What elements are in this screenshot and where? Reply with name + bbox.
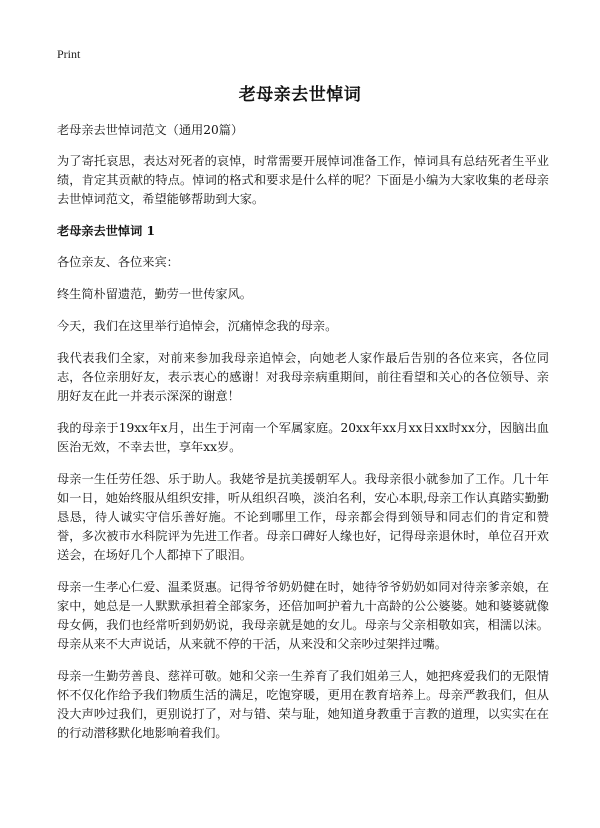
intro-paragraph: 为了寄托哀思，表达对死者的哀悼，时常需要开展悼词准备工作，悼词具有总结死者生平业绩，肯定其贡献的特点。悼词的格式和要求是什么样的呢？下面是小编为大家收集的老母亲去世悼词范文，希望能够帮助到大家。 bbox=[57, 154, 549, 206]
body-paragraph: 母亲一生勤劳善良、慈祥可敬。她和父亲一生养育了我们姐弟三人，她把疼爱我们的无限情怀不仅化作给予我们物质生活的满足，吃饱穿暖，更用在教育培养上。母亲严教我们，但从没大声吵过我们，更别说打了，对与错、荣与耻，她知道身教重于言教的道理，以实实在在的行动潜移默化地影响着我们。 bbox=[57, 669, 549, 740]
body-paragraph: 终生简朴留遗范，勤劳一世传家风。 bbox=[57, 287, 252, 301]
print-link[interactable]: Print bbox=[57, 47, 81, 61]
body-paragraph: 母亲一生孝心仁爱、温柔贤惠。记得爷爷奶奶健在时，她待爷爷奶奶如同对待亲爹亲娘，在家中，她总是一人默默承担着全部家务，还倍加呵护着九十高龄的公公婆婆。她和婆婆就像母女俩，我们也经常听到奶奶说，我母亲就是她的女儿。母亲与父亲相敬如宾，相濡以沫。母亲从来不大声说话，从来就不停的干活，从来没和父亲吵过架拌过嘴。 bbox=[57, 580, 549, 651]
body-paragraph: 我代表我们全家，对前来参加我母亲追悼会，向她老人家作最后告别的各位来宾，各位同志，各位亲朋好友，表示衷心的感谢！对我母亲病重期间，前往看望和关心的各位领导、亲朋好友在此一并表示深深的谢意！ bbox=[57, 351, 549, 403]
body-paragraph: 母亲一生任劳任怨、乐于助人。我姥爷是抗美援朝军人。我母亲很小就参加了工作。几十年如一日，她始终服从组织安排，听从组织召唤，淡泊名利，安心本职,母亲工作认真踏实勤勤恳恳，待人诚实守信乐善好施。不论到哪里工作，母亲都会得到领导和同志们的肯定和赞誉，多次被市水科院评为先进工作者。母亲口碑好人缘也好，记得母亲退休时，单位召开欢送会，在场好几个人都掉下了眼泪。 bbox=[57, 472, 549, 562]
body-paragraph: 各位亲友、各位来宾： bbox=[57, 255, 179, 269]
document-body bbox=[57, 121, 549, 756]
section-heading: 老母亲去世悼词 1 bbox=[57, 224, 156, 238]
body-paragraph: 今天，我们在这里举行追悼会，沉痛悼念我的母亲。 bbox=[57, 319, 338, 333]
document-subtitle: 老母亲去世悼词范文（通用20篇） bbox=[57, 123, 244, 137]
body-paragraph: 我的母亲于19xx年x月，出生于河南一个军属家庭。20xx年xx月xx日xx时xx分，因脑出血医治无效，不幸去世，享年xx岁。 bbox=[57, 421, 549, 454]
page-title: 老母亲去世悼词 bbox=[238, 85, 362, 105]
